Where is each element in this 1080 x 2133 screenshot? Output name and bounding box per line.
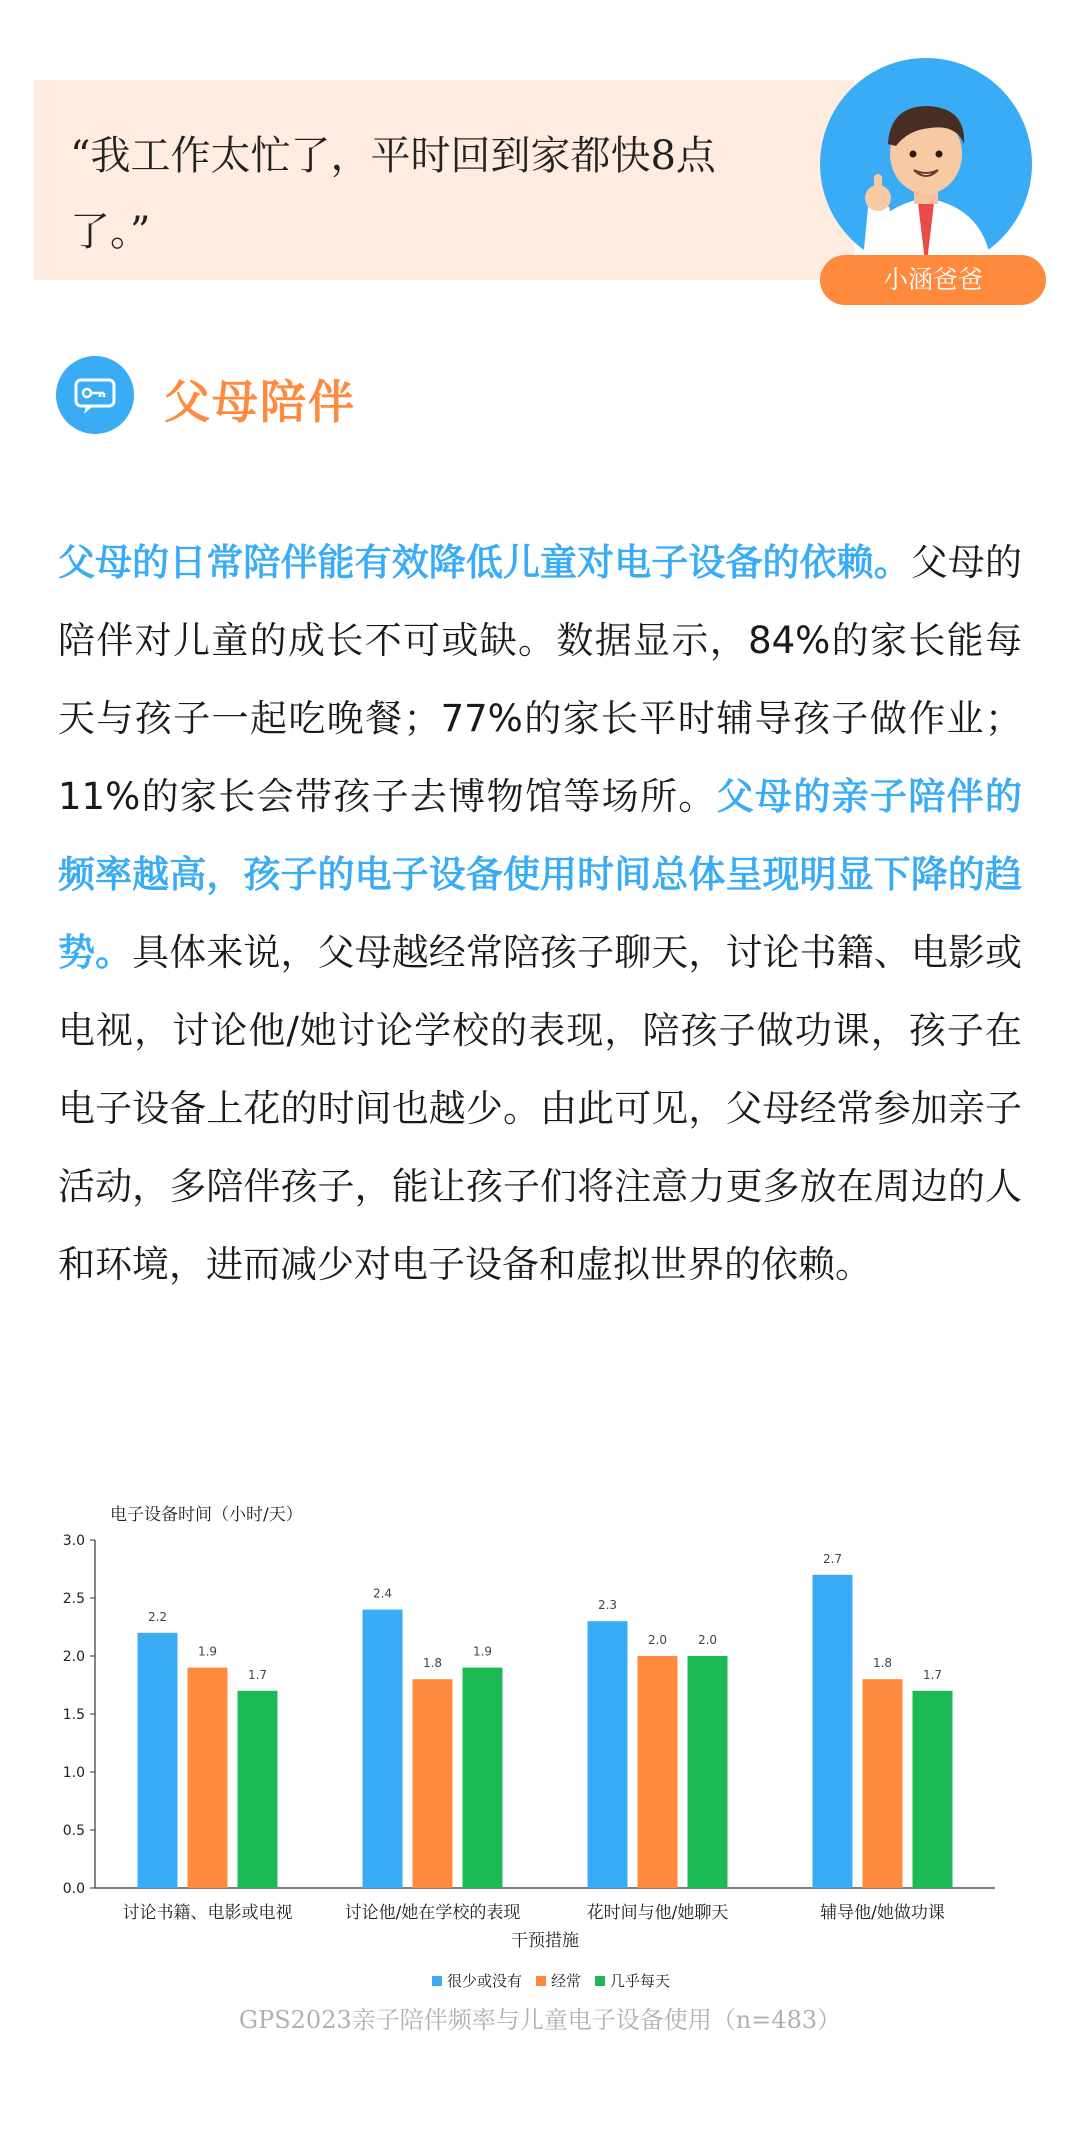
y-tick-label: 3.0 [62,1533,85,1549]
bar [913,1691,953,1888]
y-axis-label: 电子设备时间（小时/天） [110,1505,303,1525]
paragraph-text-2: 具体来说，父母越经常陪孩子聊天，讨论书籍、电影或电视，讨论他/她讨论学校的表现，陪孩子做功课，孩子在电子设备上花的时间也越少。由此可见，父母经常参加亲子活动，多陪伴孩子，能让孩子们将注意力更多放在周边的人和环境，进而减少对电子设备和虚拟世界的依赖。 [58,931,1023,1286]
x-axis-label: 干预措施 [511,1931,579,1951]
bar [588,1621,628,1888]
body-paragraph [58,524,1022,1304]
y-tick-label: 2.5 [62,1591,85,1607]
bar-value-label: 2.2 [147,1609,168,1624]
bar-value-label: 1.8 [872,1656,893,1671]
quote-text: “我工作太忙了，平时回到家都快8点了。” [70,133,716,255]
y-tick-label: 1.5 [62,1707,85,1723]
y-tick-label: 2.0 [62,1649,85,1665]
legend-swatch [536,1976,546,1986]
legend-swatch [432,1976,442,1986]
x-tick-label: 花时间与他/她聊天 [586,1903,729,1923]
paragraph-highlight-1: 父母的日常陪伴能有效降低儿童对电子设备的依赖。 [58,541,911,584]
bar-value-label: 2.0 [697,1633,718,1647]
bar [463,1668,503,1888]
chart-svg [40,1490,1050,2030]
bar [238,1691,278,1888]
bar-value-label: 1.9 [472,1644,493,1659]
legend-swatch [595,1976,605,1986]
bar-value-label: 2.0 [647,1633,668,1647]
x-tick-label: 辅导他/她做功课 [820,1903,945,1923]
x-tick-label: 讨论书籍、电影或电视 [122,1903,293,1923]
bar-value-label: 2.3 [597,1598,618,1613]
bar-value-label: 1.7 [247,1667,268,1682]
bar [188,1668,228,1888]
speaker-badge: 小涵爸爸 [820,255,1046,305]
chat-key-icon [56,356,134,434]
legend-label: 很少或没有 [447,1972,523,1990]
bar-value-label: 2.4 [372,1586,393,1601]
paragraph-text-1: 父母的陪伴对儿童的成长不可或缺。数据显示，84%的家长能每天与孩子一起吃晚餐；77%的家长平时辅导孩子做作业；11%的家长会带孩子去博物馆等场所。 [58,541,1023,818]
bar [363,1610,403,1888]
legend-label: 经常 [551,1972,582,1990]
avatar [820,58,1032,270]
bar-value-label: 1.9 [197,1644,218,1659]
bar [813,1575,853,1888]
y-tick-label: 1.0 [62,1765,85,1781]
y-tick-label: 0.0 [62,1881,85,1897]
bar-value-label: 1.8 [422,1656,443,1671]
bar-value-label: 2.7 [822,1551,843,1566]
x-tick-label: 讨论他/她在学校的表现 [344,1903,521,1923]
bar [638,1656,678,1888]
section-title: 父母陪伴 [164,375,356,429]
legend-label: 几乎每天 [610,1972,671,1990]
bar [688,1656,728,1888]
bar-chart [40,1490,1050,2030]
paragraph-highlight-2: 父母的亲子陪伴的频率越高，孩子的电子设备使用时间总体呈现明显下降的趋势。 [58,775,1022,974]
bar [863,1679,903,1888]
source-note: GPS2023亲子陪伴频率与儿童电子设备使用（n=483） [238,2006,842,2034]
bar-value-label: 1.7 [922,1667,943,1682]
bar [138,1633,178,1888]
y-tick-label: 0.5 [62,1823,85,1839]
father-avatar-icon [820,58,1032,270]
bar [413,1679,453,1888]
